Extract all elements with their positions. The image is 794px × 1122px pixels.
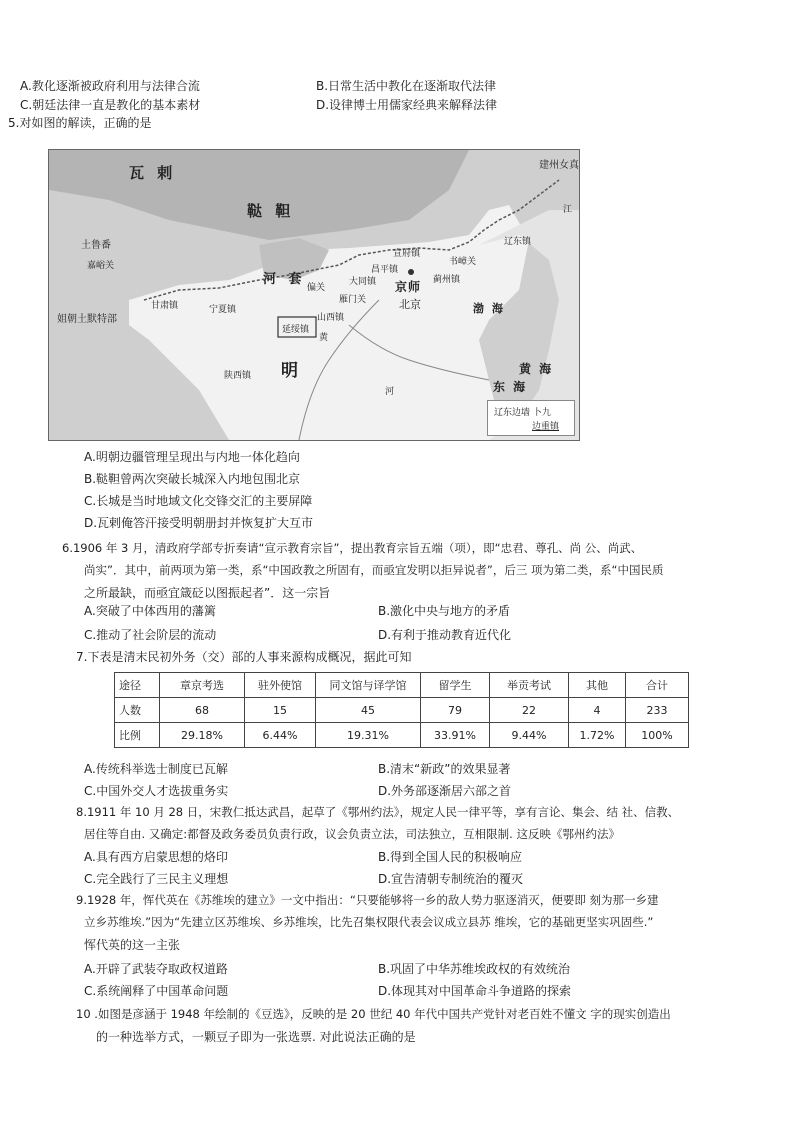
q10-line2: 的一种选举方式，一颗豆子即为一张选票. 对此说法正确的是 [96,1030,416,1044]
table-cell: 68 [160,698,245,723]
table-header: 留学生 [421,673,490,698]
label-changping: 昌平镇 [371,265,399,275]
label-ganzhou: 甘肃镇 [151,301,179,311]
label-shanhai: 书嶂关 [449,257,477,267]
label-shaanxi: 陕西镇 [224,371,252,381]
label-tumote: 姐朝土默特部 [57,314,117,325]
label-huang: 黄 [319,333,329,343]
label-pianguan: 偏关 [307,283,326,293]
label-jingshi: 京师 [395,280,422,294]
table-cell: 45 [316,698,421,723]
label-ming: 明 [281,361,302,381]
q5-option-c: C.长城是当时地域文化交锋交汇的主要屏障 [84,494,313,508]
legend-line1: 辽东边墙 卜九 [494,408,551,418]
table-header: 举贡考试 [490,673,569,698]
q6-line2: 尚实”．其中，前两项为第一类，系“中国政教之所固有，而亟宜发明以拒异说者”，后三 项为第二类，系“中国民质 [84,563,664,577]
table-cell: 19.31% [316,723,421,748]
label-shanxi: 山西镇 [317,313,345,323]
q5-option-a: A.明朝边疆管理呈现出与内地一体化趋向 [84,450,300,464]
q8-option-d: D.宣告清朝专制统治的覆灭 [378,872,524,886]
label-huanghai: 黄 海 [519,362,554,376]
table-cell: 100% [626,723,689,748]
q8-line1: 8.1911 年 10 月 28 日，宋教仁抵达武昌，起草了《鄂州约法》，规定人民一律平等，享有言论、集会、结 社、信教、 [76,805,680,819]
table-cell: 6.44% [245,723,316,748]
q9-option-a: A.开辟了武装夺取政权道路 [84,962,228,976]
label-ningxia: 宁夏镇 [209,305,237,315]
table-cell: 22 [490,698,569,723]
table-header: 途径 [115,673,160,698]
table-header: 其他 [569,673,626,698]
table-header-row [115,673,689,698]
table-cell: 人数 [115,698,160,723]
label-dada: 鞑 靼 [247,202,295,220]
q6-line3: 之所最缺，而亟宜箴砭以图振起者”．这一宗旨 [84,586,331,600]
q7-table [114,672,689,748]
q9-option-b: B.巩固了中华苏维埃政权的有效统治 [378,962,571,976]
q10-line1: 10 .如图是彦涵于 1948 年绘制的《豆选》，反映的是 20 世纪 40 年代中国共产党针对老百姓不懂文 字的现实创造出 [76,1007,671,1021]
table-row [115,698,689,723]
table-cell: 29.18% [160,723,245,748]
q7-option-c: C.中国外交人才选拔重务实 [84,784,229,798]
table-cell: 233 [626,698,689,723]
label-liaodong: 辽东镇 [504,237,532,247]
q7-stem: 7.下表是清末民初外务（交）部的人事来源构成概况，据此可知 [76,650,412,664]
map-legend [487,400,575,436]
label-bohai: 渤 海 [473,302,505,315]
label-jiayu: 嘉峪关 [87,261,115,271]
q9-option-c: C.系统阐释了中国革命问题 [84,984,229,998]
table-header: 章京考选 [160,673,245,698]
label-jiang: 江 [563,205,573,215]
q9-line2: 立乡苏维埃.”因为“先建立区苏维埃、乡苏维埃，比先召集权限代表会议成立县苏 维埃，它的基础更坚实巩固些.” [84,915,654,929]
label-datong: 大同镇 [349,277,377,287]
label-tubo: 土鲁番 [81,240,111,251]
q5-option-b: B.鞑靼曾两次突破长城深入内地包围北京 [84,472,301,486]
q5-option-d: D.瓦剌俺答汗接受明朝册封并恢复扩大互市 [84,516,314,530]
q7-option-b: B.清末“新政”的效果显著 [378,762,511,776]
label-beijing: 北京 [399,298,421,311]
table-cell: 比例 [115,723,160,748]
option-b: B.日常生活中教化在逐渐取代法律 [316,79,497,93]
table-cell: 15 [245,698,316,723]
option-d: D.设律博士用儒家经典来解释法律 [316,98,498,112]
table-header: 驻外使馆 [245,673,316,698]
label-he: 河 [385,387,395,397]
q9-option-d: D.体现其对中国革命斗争道路的探索 [378,984,572,998]
q8-option-b: B.得到全国人民的积极响应 [378,850,523,864]
q8-option-a: A.具有西方启蒙思想的烙印 [84,850,228,864]
table-cell: 33.91% [421,723,490,748]
table-header: 同文馆与译学馆 [316,673,421,698]
q6-line1: 6.1906 年 3 月，清政府学部专折奏请“宣示教育宗旨”，提出教育宗旨五端（项），即“忠君、尊孔、尚 公、尚武、 [62,541,643,555]
q8-line2: 居住等自由. 又确定:都督及政务委员负责行政，议会负责立法，司法独立，互相限制. 这反映《鄂州约法》 [84,827,620,841]
table-cell: 79 [421,698,490,723]
q6-option-c: C.推动了社会阶层的流动 [84,628,217,642]
label-jizhou: 蓟州镇 [433,275,461,285]
label-yanmen: 雁门关 [339,295,367,305]
label-donghai: 东 海 [493,380,528,394]
q9-line1: 9.1928 年，恽代英在《苏维埃的建立》一文中指出：“只要能够将一乡的敌人势力驱逐消灭，便要即 刻为那一乡建 [76,893,659,907]
q7-option-a: A.传统科举选士制度已瓦解 [84,762,228,776]
q9-line3: 恽代英的这一主张 [84,938,181,952]
label-yansui: 延绥镇 [282,325,310,335]
q7-option-d: D.外务部逐渐居六部之首 [378,784,512,798]
label-jianzhou: 建州女真 [539,160,579,171]
option-a: A.教化逐渐被政府利用与法律合流 [20,79,200,93]
table-row [115,723,689,748]
q8-option-c: C.完全践行了三民主义理想 [84,872,229,886]
q6-option-a: A.突破了中体西用的藩篱 [84,604,216,618]
label-xuanfu: 宣府镇 [393,249,421,259]
label-wala: 瓦 剌 [129,164,177,182]
q6-option-d: D.有利于推动教育近代化 [378,628,512,642]
label-hetao: 河 套 [263,272,306,287]
ming-border-map [48,149,580,441]
table-header: 合计 [626,673,689,698]
table-cell: 1.72% [569,723,626,748]
q6-option-b: B.激化中央与地方的矛盾 [378,604,511,618]
legend-line2: 边重镇 [532,422,560,432]
q5-stem: 5.对如图的解读，正确的是 [8,116,152,130]
table-cell: 4 [569,698,626,723]
option-c: C.朝廷法律一直是教化的基本素材 [20,98,201,112]
table-cell: 9.44% [490,723,569,748]
map-shapes [49,150,579,440]
